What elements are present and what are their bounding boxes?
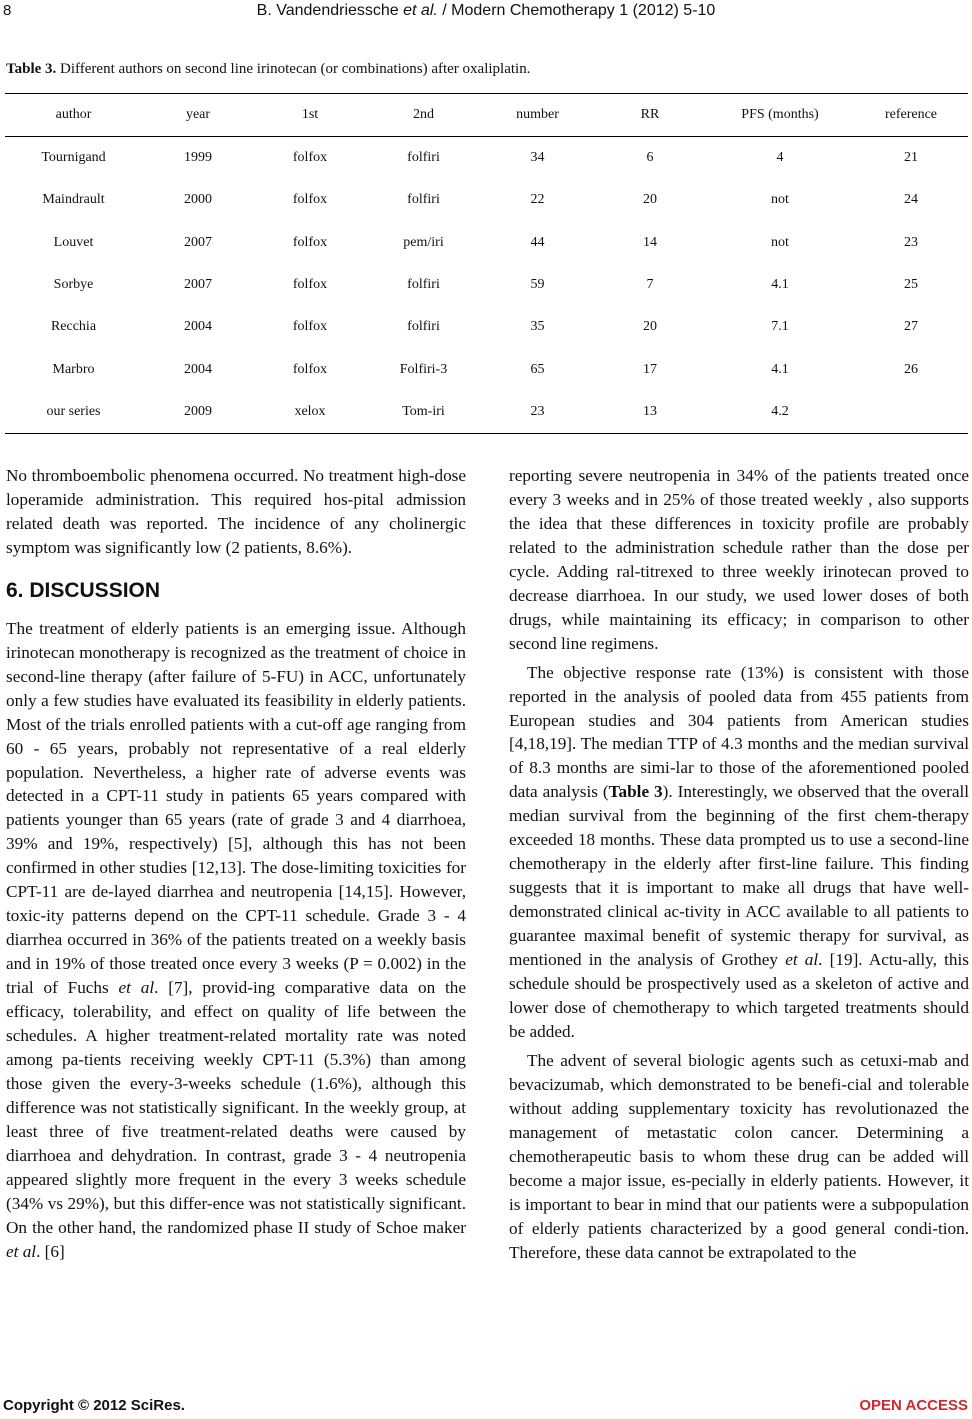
table-cell: 20 (643, 319, 657, 335)
table-cell: 2007 (184, 277, 212, 293)
table-cell: 1999 (184, 150, 212, 166)
text-run: . [7], provid-ing comparative data on the efficacy, tolerability, and effect on quality of life between the schedules. A higher treatment-related mortality rate was noted among pa-tients receiving weekly CPT-11 (5.3%) than among those given the every-3-weeks schedule (1.6%), although this difference was not statistically significant. In the weekly group, at least three of five treatment-related deaths were caused by diarrhoea and dehydration. In contrast, grade 3 - 4 neutropenia appeared slightly more frequent in the every 3 weeks schedule (34% vs 29%), but this differ-ence was not statistically significant. On the other hand, the randomized phase II study of Schoe maker (6, 978, 466, 1237)
table-row (5, 348, 968, 390)
table-cell: pem/iri (403, 234, 444, 250)
table-cell: 2004 (184, 361, 212, 377)
col-header-2nd: 2nd (366, 94, 481, 137)
table-cell: 23 (481, 391, 594, 434)
table-reference-link: Table 3 (608, 782, 663, 802)
table-cell: folfiri (407, 192, 440, 208)
left-column (6, 464, 466, 1264)
table-row (5, 264, 968, 306)
table-cell: folfiri (407, 277, 440, 293)
running-head-journal: / Modern Chemotherapy 1 (2012) 5-10 (437, 2, 716, 19)
right-column (509, 464, 969, 1264)
table-cell: 4.2 (706, 391, 854, 434)
col-header-reference: reference (854, 94, 968, 137)
table-cell: 22 (530, 192, 545, 208)
table-cell: 7 (646, 277, 654, 293)
table-cell: 17 (643, 361, 657, 377)
table-cell: folfiri (407, 150, 440, 166)
table-cell: Maindrault (42, 192, 105, 208)
table-caption-label: Table 3. (6, 61, 57, 77)
section-heading: 6. DISCUSSION (6, 578, 161, 602)
table-cell: 13 (594, 391, 706, 434)
body-paragraph: No thromboembolic phenomena occurred. No treatment high-dose loperamide administration. This required hos-pital admission related death was reported. The incidence of any cholinergic symptom was significantly low (2 patients, 8.6%). (6, 466, 466, 557)
table-cell: 2009 (142, 391, 254, 434)
table-cell: 23 (904, 234, 918, 250)
table-cell: Sorbye (53, 277, 94, 293)
table-row (5, 391, 968, 434)
table-cell: 2000 (184, 192, 212, 208)
table-cell: folfiri (407, 319, 440, 335)
col-header-rr: RR (594, 94, 706, 137)
table-cell: folfox (292, 319, 328, 335)
table-cell: 65 (530, 361, 545, 377)
table-cell: Folfiri-3 (399, 361, 448, 377)
table-cell: 2004 (184, 319, 212, 335)
table-cell: 44 (530, 234, 545, 250)
text-run: . [19]. Actu-ally, this schedule should be prospectively used as a skeleton of active and lower dose of chemotherapy to which targeted treatments should be added. (509, 950, 969, 1041)
body-paragraph (6, 617, 466, 1264)
table-cell: not (771, 234, 789, 250)
table-cell: folfox (292, 150, 328, 166)
table-header-row (5, 94, 968, 137)
page-number: 8 (3, 2, 12, 19)
footer-copyright: Copyright © 2012 SciRes. (3, 1397, 185, 1414)
authors-table (5, 93, 968, 434)
table-cell: 4.1 (771, 361, 789, 377)
table-cell: 59 (530, 277, 545, 293)
table-cell: not (771, 192, 789, 208)
col-header-number: number (481, 94, 594, 137)
table-cell (854, 391, 968, 434)
col-header-1st: 1st (254, 94, 366, 137)
text-run-italic: et al (6, 1241, 37, 1261)
table-cell: 7.1 (771, 319, 789, 335)
table-cell: 4.1 (771, 277, 789, 293)
table-cell: Tom-iri (366, 391, 481, 434)
table-cell: 20 (643, 192, 657, 208)
table-cell: 27 (904, 319, 918, 335)
table-cell: Louvet (53, 234, 94, 250)
text-run: The treatment of elderly patients is an emerging issue. Although irinotecan monotherapy is recognized as the treatment of choice in second-line therapy (after failure of 5-FU) in ACC, unfortunately only a few studies have evaluated its feasibility in elderly patients. Most of the trials enrolled patients with a cut-off age ranging from 60 - 65 years, probably not representative of a real elderly population. Nevertheless, a higher rate of adverse events was detected in a CPT-11 study in patients 65 years compared with patients younger than 65 years (rate of grade 3 and 4 diarrhoea, 39% and 19%, respectively) [5], although this has not been confirmed in other studies [12,13]. The dose-limiting toxicities for CPT-11 are de-layed diarrhea and neutropenia [14,15]. However, toxic-ity patterns depend on the CPT-11 schedule. Grade 3 - 4 diarrhea occurred in 36% of the patients treated on a weekly basis and in 19% of those treated once every 3 weeks (P = 0.002) in the trial of Fuchs (6, 618, 466, 998)
table-cell: 21 (904, 150, 918, 166)
table-cell: Marbro (52, 361, 95, 377)
running-head-etal: et al. (403, 2, 438, 19)
col-header-year: year (142, 94, 254, 137)
table-caption-text: Different authors on second line irinotecan (or combinations) after oxaliplatin. (56, 61, 531, 77)
table-cell: Recchia (50, 319, 97, 335)
table-row (5, 306, 968, 348)
table-cell: 6 (646, 150, 654, 166)
running-head (0, 2, 972, 20)
table-cell: 34 (530, 150, 545, 166)
table-cell: folfox (292, 277, 328, 293)
text-run: . [6] (36, 1241, 65, 1261)
col-header-pfs: PFS (months) (706, 94, 854, 137)
body-paragraph: The advent of several biologic agents such as cetuxi-mab and bevacizumab, which demonstrated to be benefi-cial and tolerable without adding supplementary toxicity has revolutionazed the management of metastatic colon cancer. Determining a chemotherapeutic basis to whom these drug can be added will become a major issue, es-pecially in elderly patients. However, it is important to bear in mind that our patients were a subpopulation of elderly patients characterized by a good general condi-tion. Therefore, these data cannot be extrapolated to the (509, 1050, 969, 1262)
table-cell: 2007 (184, 234, 212, 250)
table-cell: folfox (292, 361, 328, 377)
table-cell: 26 (904, 361, 918, 377)
table-cell: 25 (904, 277, 918, 293)
table-cell: 14 (643, 234, 657, 250)
table-cell: folfox (292, 192, 328, 208)
text-run-italic: et al (785, 950, 819, 970)
table-cell: our series (5, 391, 142, 434)
table-cell: 4 (776, 150, 784, 166)
open-access-label: OPEN ACCESS (859, 1397, 968, 1414)
table-cell: Tournigand (41, 150, 106, 166)
table-caption (6, 61, 530, 78)
table-row (5, 137, 968, 180)
text-run: ). Interestingly, we observed that the overall median survival from the beginning of the first chem-therapy exceeded 18 months. These data prompted us to use a second-line chemotherapy in the elderly after first-line failure. This finding suggests that it is important to make all drugs that have well-demonstrated clinical ac-tivity in ACC available to all patients to guarantee maximal benefit of systemic therapy for survival, as mentioned in the analysis of Grothey (509, 782, 969, 970)
body-paragraph: reporting severe neutropenia in 34% of the patients treated once every 3 weeks and in 25% of those treated weekly , also supports the idea that these differences in toxicity profile are probably related to the administration schedule rather than the dose per cycle. Adding ral-titrexed to three weekly irinotecan proved to decrease diarrhoea. In our study, we used lower doses of both drugs, while maintaining its efficacy; in comparison to other second line regimens. (509, 466, 969, 653)
text-run: The objective response rate (13%) is consistent with those reported in the analysis of pooled data from 455 patients from European studies and 304 patients from American studies [4,18,19]. The median TTP of 4.3 months and the median survival of 8.3 months are simi-lar to those of the aforementioned pooled data analysis ( (509, 662, 969, 802)
table-cell: 24 (904, 192, 918, 208)
table-cell: 35 (530, 319, 545, 335)
table-cell: folfox (292, 234, 328, 250)
table-cell: xelox (254, 391, 366, 434)
table-row (5, 222, 968, 264)
running-head-authors: B. Vandendriessche (256, 2, 404, 19)
col-header-author: author (5, 94, 142, 137)
text-run-italic: et al (118, 978, 155, 998)
body-paragraph (509, 661, 969, 1044)
table-row (5, 179, 968, 221)
